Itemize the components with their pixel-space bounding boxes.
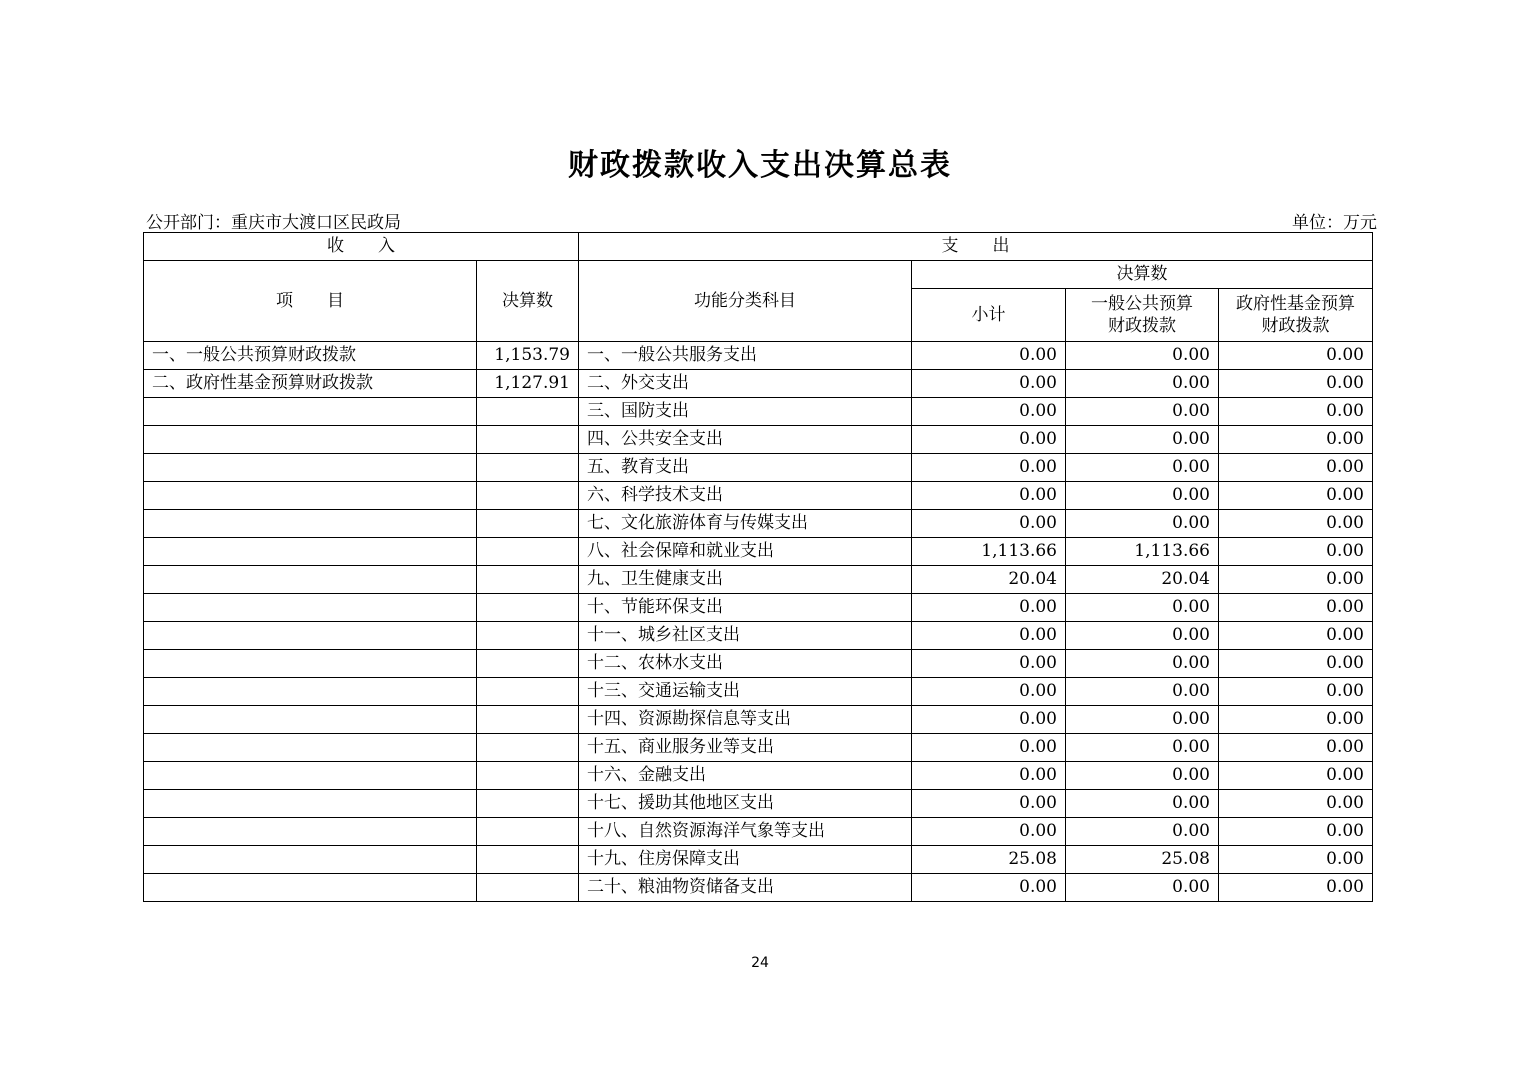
category-cell: 二、外交支出: [579, 370, 912, 398]
general-budget-cell: 0.00: [1066, 482, 1219, 510]
category-cell: 八、社会保障和就业支出: [579, 538, 912, 566]
income-item-cell: 二、政府性基金预算财政拨款: [144, 370, 477, 398]
page-title: 财政拨款收入支出决算总表: [568, 148, 952, 183]
category-cell: 十四、资源勘探信息等支出: [579, 706, 912, 734]
table-body: [144, 342, 1373, 902]
income-amount-cell: [477, 678, 579, 706]
category-cell: 九、卫生健康支出: [579, 566, 912, 594]
table-row: [144, 846, 1373, 874]
expense-header: 支 出: [579, 233, 1373, 261]
general-budget-cell: 0.00: [1066, 622, 1219, 650]
general-budget-cell: 0.00: [1066, 650, 1219, 678]
category-cell: 十三、交通运输支出: [579, 678, 912, 706]
income-amount-cell: [477, 594, 579, 622]
income-item-cell: [144, 482, 477, 510]
gov-fund-cell: 0.00: [1219, 594, 1373, 622]
gov-fund-header: [1219, 289, 1373, 342]
gov-fund-cell: 0.00: [1219, 846, 1373, 874]
category-cell: 三、国防支出: [579, 398, 912, 426]
subtotal-cell: 0.00: [912, 482, 1066, 510]
income-amount-cell: [477, 650, 579, 678]
gov-fund-cell: 0.00: [1219, 566, 1373, 594]
general-budget-cell: 0.00: [1066, 818, 1219, 846]
gov-fund-cell: 0.00: [1219, 762, 1373, 790]
income-amount-cell: [477, 846, 579, 874]
subtotal-cell: 0.00: [912, 426, 1066, 454]
general-budget-header-line2: 财政拨款: [1108, 316, 1176, 336]
gov-fund-cell: 0.00: [1219, 790, 1373, 818]
budget-table: [143, 232, 1373, 902]
income-item-cell: [144, 426, 477, 454]
income-item-cell: [144, 762, 477, 790]
subtotal-cell: 0.00: [912, 454, 1066, 482]
final-amount-header: 决算数: [912, 261, 1373, 289]
general-budget-cell: 20.04: [1066, 566, 1219, 594]
category-cell: 五、教育支出: [579, 454, 912, 482]
income-item-cell: [144, 818, 477, 846]
table-row: [144, 678, 1373, 706]
general-budget-header-line1: 一般公共预算: [1091, 294, 1193, 314]
general-budget-cell: 0.00: [1066, 594, 1219, 622]
category-cell: 十、节能环保支出: [579, 594, 912, 622]
gov-fund-cell: 0.00: [1219, 734, 1373, 762]
table-row: [144, 454, 1373, 482]
subtotal-cell: 0.00: [912, 762, 1066, 790]
category-cell: 十八、自然资源海洋气象等支出: [579, 818, 912, 846]
table-row: [144, 398, 1373, 426]
general-budget-cell: 0.00: [1066, 706, 1219, 734]
income-header: 收 入: [144, 233, 579, 261]
subtotal-cell: 1,113.66: [912, 538, 1066, 566]
table-row: [144, 762, 1373, 790]
general-budget-header: [1066, 289, 1219, 342]
table-row: [144, 650, 1373, 678]
department-label: 公开部门：重庆市大渡口区民政局: [146, 213, 401, 233]
subtotal-cell: 0.00: [912, 734, 1066, 762]
general-budget-cell: 0.00: [1066, 510, 1219, 538]
income-amount-cell: [477, 426, 579, 454]
gov-fund-cell: 0.00: [1219, 538, 1373, 566]
income-item-cell: 一、一般公共预算财政拨款: [144, 342, 477, 370]
general-budget-cell: 0.00: [1066, 370, 1219, 398]
func-category-header: 功能分类科目: [579, 261, 912, 342]
income-amount-cell: [477, 398, 579, 426]
income-item-cell: [144, 454, 477, 482]
table-row: [144, 594, 1373, 622]
income-amount-cell: 1,127.91: [477, 370, 579, 398]
gov-fund-cell: 0.00: [1219, 678, 1373, 706]
category-cell: 十一、城乡社区支出: [579, 622, 912, 650]
table-row: [144, 622, 1373, 650]
table-row: [144, 790, 1373, 818]
subtotal-cell: 0.00: [912, 874, 1066, 902]
table-row: [144, 426, 1373, 454]
gov-fund-cell: 0.00: [1219, 426, 1373, 454]
table-row: [144, 734, 1373, 762]
gov-fund-cell: 0.00: [1219, 510, 1373, 538]
subtotal-cell: 25.08: [912, 846, 1066, 874]
general-budget-cell: 0.00: [1066, 426, 1219, 454]
table-row: [144, 706, 1373, 734]
table-row: [144, 874, 1373, 902]
subtotal-cell: 20.04: [912, 566, 1066, 594]
gov-fund-cell: 0.00: [1219, 650, 1373, 678]
income-item-cell: [144, 594, 477, 622]
subtotal-header: 小计: [912, 289, 1066, 342]
gov-fund-cell: 0.00: [1219, 874, 1373, 902]
item-header: 项 目: [144, 261, 477, 342]
income-amount-cell: [477, 790, 579, 818]
category-cell: 十五、商业服务业等支出: [579, 734, 912, 762]
table-row: [144, 370, 1373, 398]
income-item-cell: [144, 874, 477, 902]
subtotal-cell: 0.00: [912, 398, 1066, 426]
subtotal-cell: 0.00: [912, 510, 1066, 538]
income-amount-cell: [477, 706, 579, 734]
general-budget-cell: 0.00: [1066, 678, 1219, 706]
income-amount-cell: [477, 566, 579, 594]
category-cell: 二十、粮油物资储备支出: [579, 874, 912, 902]
table-row: [144, 818, 1373, 846]
general-budget-cell: 0.00: [1066, 762, 1219, 790]
category-cell: 十七、援助其他地区支出: [579, 790, 912, 818]
gov-fund-cell: 0.00: [1219, 454, 1373, 482]
category-cell: 六、科学技术支出: [579, 482, 912, 510]
income-amount-cell: [477, 734, 579, 762]
category-cell: 七、文化旅游体育与传媒支出: [579, 510, 912, 538]
income-amount-cell: [477, 622, 579, 650]
subtotal-cell: 0.00: [912, 342, 1066, 370]
income-amount-cell: [477, 538, 579, 566]
income-amount-cell: [477, 762, 579, 790]
table-row: [144, 538, 1373, 566]
general-budget-cell: 0.00: [1066, 874, 1219, 902]
table-row: [144, 566, 1373, 594]
gov-fund-header-line1: 政府性基金预算: [1236, 294, 1355, 314]
subtotal-cell: 0.00: [912, 622, 1066, 650]
income-item-cell: [144, 398, 477, 426]
subtotal-cell: 0.00: [912, 650, 1066, 678]
unit-label: 单位：万元: [1292, 213, 1377, 233]
income-item-cell: [144, 650, 477, 678]
subtotal-cell: 0.00: [912, 790, 1066, 818]
income-amount-cell: 1,153.79: [477, 342, 579, 370]
gov-fund-cell: 0.00: [1219, 622, 1373, 650]
subtotal-cell: 0.00: [912, 678, 1066, 706]
table-row: [144, 510, 1373, 538]
gov-fund-cell: 0.00: [1219, 706, 1373, 734]
general-budget-cell: 1,113.66: [1066, 538, 1219, 566]
category-cell: 四、公共安全支出: [579, 426, 912, 454]
income-item-cell: [144, 706, 477, 734]
page-number: 24: [751, 955, 769, 971]
subtotal-cell: 0.00: [912, 370, 1066, 398]
table-row: [144, 482, 1373, 510]
income-amount-cell: [477, 874, 579, 902]
subtotal-cell: 0.00: [912, 818, 1066, 846]
subtotal-cell: 0.00: [912, 706, 1066, 734]
gov-fund-header-line2: 财政拨款: [1261, 316, 1330, 336]
income-amount-cell: [477, 510, 579, 538]
income-item-cell: [144, 510, 477, 538]
income-item-cell: [144, 538, 477, 566]
category-cell: 十六、金融支出: [579, 762, 912, 790]
income-item-cell: [144, 622, 477, 650]
income-item-cell: [144, 734, 477, 762]
gov-fund-cell: 0.00: [1219, 342, 1373, 370]
category-cell: 一、一般公共服务支出: [579, 342, 912, 370]
general-budget-cell: 0.00: [1066, 790, 1219, 818]
income-amount-cell: [477, 454, 579, 482]
gov-fund-cell: 0.00: [1219, 818, 1373, 846]
general-budget-cell: 0.00: [1066, 454, 1219, 482]
general-budget-cell: 0.00: [1066, 342, 1219, 370]
general-budget-cell: 0.00: [1066, 398, 1219, 426]
gov-fund-cell: 0.00: [1219, 370, 1373, 398]
subtotal-cell: 0.00: [912, 594, 1066, 622]
category-cell: 十九、住房保障支出: [579, 846, 912, 874]
general-budget-cell: 0.00: [1066, 734, 1219, 762]
general-budget-cell: 25.08: [1066, 846, 1219, 874]
category-cell: 十二、农林水支出: [579, 650, 912, 678]
income-item-cell: [144, 846, 477, 874]
table-row: [144, 342, 1373, 370]
amount-header: 决算数: [477, 261, 579, 342]
income-amount-cell: [477, 818, 579, 846]
income-item-cell: [144, 566, 477, 594]
income-item-cell: [144, 790, 477, 818]
income-item-cell: [144, 678, 477, 706]
gov-fund-cell: 0.00: [1219, 398, 1373, 426]
income-amount-cell: [477, 482, 579, 510]
gov-fund-cell: 0.00: [1219, 482, 1373, 510]
